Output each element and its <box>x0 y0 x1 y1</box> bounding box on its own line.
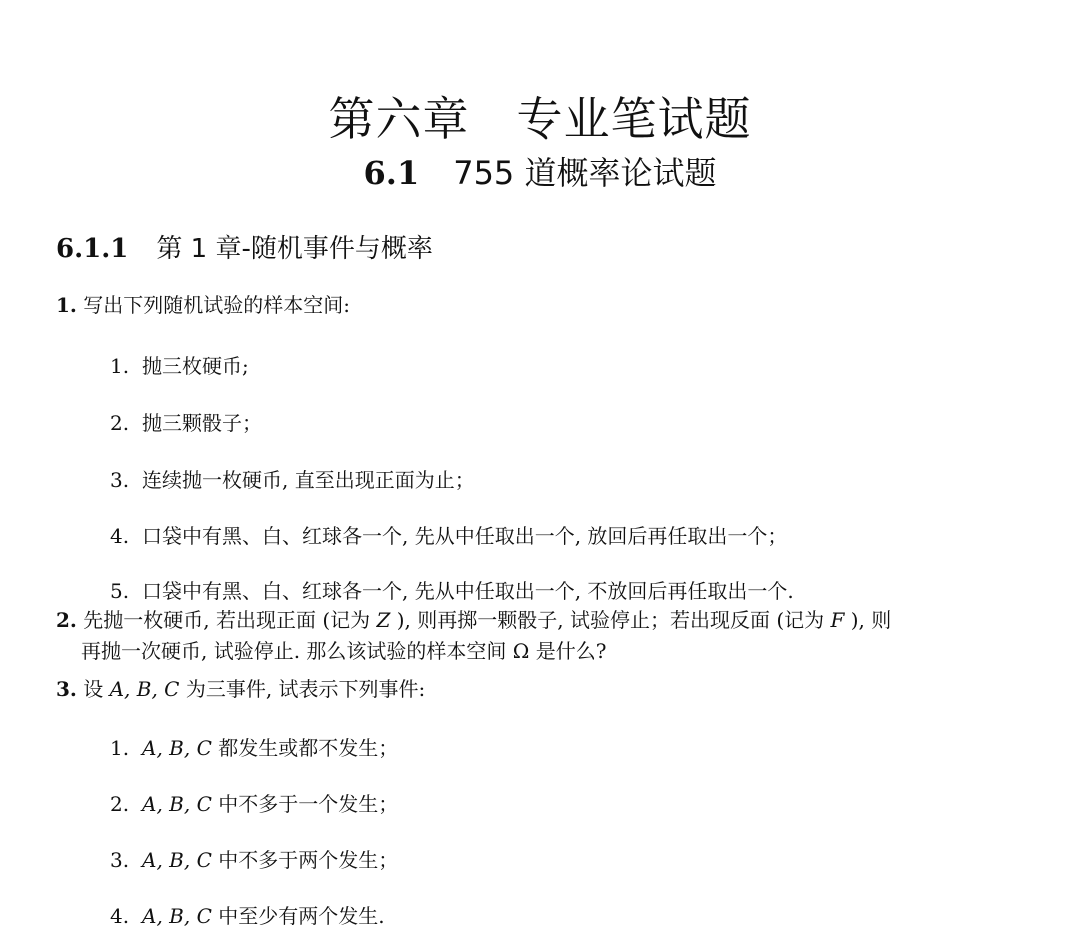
problem-text: ), 则 <box>844 608 892 632</box>
problem-text: 先抛一枚硬币, 若出现正面 (记为 <box>83 608 377 632</box>
chapter-title: 第六章 专业笔试题 <box>328 91 752 146</box>
subsection-number: 6.1.1 <box>56 234 129 264</box>
item-text: 连续抛一枚硬币, 直至出现正面为止； <box>142 468 475 492</box>
problem-number: 1. <box>56 293 77 317</box>
problem-text: 写出下列随机试验的样本空间: <box>83 293 350 317</box>
problem-number: 3. <box>56 677 77 701</box>
item-text: 中至少有两个发生. <box>211 904 385 928</box>
item-number: 3. <box>110 468 130 492</box>
item-number: 1. <box>110 354 130 378</box>
variable-z: Z <box>376 608 391 632</box>
problem-text: ), 则再掷一颗骰子, 试验停止；若出现反面 (记为 <box>390 608 831 632</box>
list-item <box>110 790 398 818</box>
item-text: 抛三枚硬币; <box>142 354 249 378</box>
list-item <box>110 846 398 874</box>
item-number: 2. <box>110 411 130 435</box>
problem-1 <box>56 290 1036 321</box>
list-item <box>110 577 794 605</box>
event-variables: A, B, C <box>142 848 212 872</box>
item-number: 1. <box>110 736 130 760</box>
list-item <box>110 409 262 437</box>
problem-text: 设 <box>83 677 110 701</box>
event-variables: A, B, C <box>142 792 212 816</box>
problem-text: 为三事件, 试表示下列事件: <box>179 677 426 701</box>
variable-f: F <box>830 608 845 632</box>
subsection-title: 第 1 章-随机事件与概率 <box>156 234 433 264</box>
event-variables: A, B, C <box>142 904 212 928</box>
problem-number: 2. <box>56 608 77 632</box>
item-number: 3. <box>110 848 130 872</box>
problem-2 <box>56 605 1036 667</box>
list-item <box>110 902 385 930</box>
subsection-heading <box>56 228 433 265</box>
problem-3 <box>56 674 1036 705</box>
item-text: 都发生或都不发生； <box>211 736 399 760</box>
item-number: 2. <box>110 792 130 816</box>
item-text: 抛三颗骰子； <box>142 411 262 435</box>
section-title: 755 道概率论试题 <box>453 154 717 192</box>
section-heading <box>0 148 1080 194</box>
problem-text-continued: 再抛一次硬币, 试验停止. 那么该试验的样本空间 Ω 是什么? <box>81 639 607 663</box>
list-item <box>110 522 787 550</box>
list-item <box>110 352 249 380</box>
item-number: 4. <box>110 524 130 548</box>
item-number: 4. <box>110 904 130 928</box>
item-number: 5. <box>110 579 130 603</box>
list-item <box>110 466 475 494</box>
list-item <box>110 734 398 762</box>
event-variables: A, B, C <box>142 736 212 760</box>
item-text: 口袋中有黑、白、红球各一个, 先从中任取出一个, 不放回后再任取出一个. <box>142 579 794 603</box>
section-number: 6.1 <box>363 154 420 192</box>
item-text: 中不多于两个发生； <box>211 848 399 872</box>
item-text: 口袋中有黑、白、红球各一个, 先从中任取出一个, 放回后再任取出一个； <box>142 524 788 548</box>
item-text: 中不多于一个发生； <box>211 792 399 816</box>
event-variables: A, B, C <box>109 677 180 701</box>
